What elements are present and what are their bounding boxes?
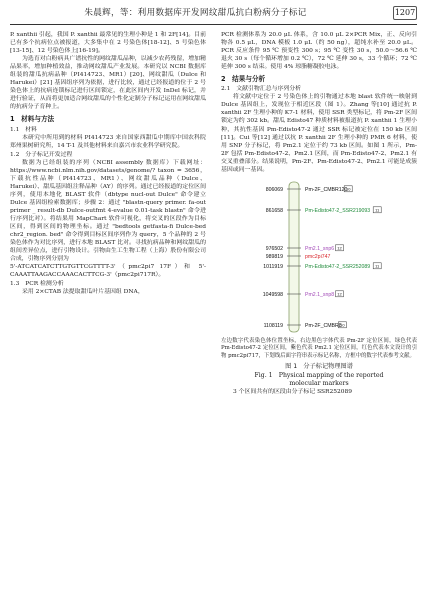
paragraph: PCR 检测体系为 20.0 μL 体系，含 10.0 μL 2×PCR Mix，正、反向引物各 0.5 μL，DNA 模板 1.0 μL（约 50 ng），超纯水补至 20.0 μL。PCR 反应条件 95 ℃ 预变性 300 s；95 ℃ 变性 30 s，50.0～56.6 ℃ 退火 30 s（每个循环增加 0.2 ℃），72 ℃ 延伸 30 s，33 个循环；72 ℃ 延伸 300 s 结束。使用 4% 琼脂糖凝胶电泳。 xyxy=(221,32,417,71)
paragraph: 将文献中定位于 2 号染色体上的引物通过本地 blast 软件统一映射到 Dulce 基因组上，发现位于相近区段（图 1）。Zhang 等[10] 通过抗 P. xanthii 2F 生理小种的 K7-1 材料，使用 SSR 类型标记，将 Pm-2F 区间锁定为约 302 kb。甜瓜 Edisto47 种质材料被报道抗 P. xanthii 1 生理小种，其抗性基因 Pm-Edisto47-2 通过 SSR 标记被定位在 150 kb 区间[11]。Cui 等[12] 通过以抗 P. xanthii 2F 生理小种的 PMR 6 材料，使用 SNP 分子标记，将 Pm2.1 定位于约 73 kb 区间。如图 1 所示，Pm-2F 包括 Pm-Edisto47-2、Pm2.1 区间，而 Pm-Edisto47-2、Pm2.1 有交叉重叠部分。结果说明，Pm-2F、Pm-Edisto47-2、Pm2.1 可能是成簇基因或同一基因。 xyxy=(221,94,417,173)
marker-label: Pm-2F_CMBR8 xyxy=(305,322,342,329)
reference-label: 12 xyxy=(337,291,342,297)
figure-title-cn: 图 1 分子标记物理图谱 xyxy=(285,363,353,371)
figure-title-en-line: molecular markers xyxy=(289,380,349,388)
subsection-heading: 1.3 PCR 检测分析 xyxy=(10,281,64,288)
left-column xyxy=(10,31,206,297)
subsection-heading: 1.2 分子标记开发过程 xyxy=(10,151,73,158)
reference-label: 11 xyxy=(375,263,380,269)
paragraph: P. xanthii 引起，我国 P. xanthii 最常见的生理小种是 1 和 2F[14]。目前已有多个抗病位点被报道，大多集中在 2 号染色体[18-12]、5 号染色体[13-15]、12 号染色体上[16-19]。 xyxy=(10,32,206,55)
right-column xyxy=(221,31,417,396)
paragraph: 采用 2×CTAB 法提取甜瓜叶片基因组 DNA， xyxy=(22,289,144,296)
paragraph: 3 个区间共有的区段由分子标记 SSR252089 xyxy=(233,389,352,396)
paragraph: 数据为已经组装的序列（NCBI assembly 数据库）下载网址：https://www.ncbi.nlm.nih.gov/datasets/genome/? taxon = 3656，下载抗性品种（PI414723、MR1）、网纹甜瓜品种（Dulce、Harukei）、甜瓜基因组注释品种（AY）的序列。通过已经报道的定位区间序列，使用本地化 BLAST 软件（dbtype nucl-out Dulce" 命令建立 Dulce 基因组检索数据库；步骤 2：通过 "blastn-query primer. fa-out primer _ result-db Dulce-outfmt 4-evalue 0.01-task blastn" 命令进行序列比对）。将结果用 MapChart 软件可视化，将交叉的区段作为目标区间，得到区间的物理坐标。通过 "bedtools getfasta-fi Dulce-bed chr2_region. bed" 命令得到目标区间序列作为 query，5 个品种的 2 号染色体作为对比序列，进行本地 BLAST 比对。寻找抗病品种和网纹甜瓜的组间差异位点，进行引物设计。引物由生工生物工程（上海）股份有限公司合成，引物序列分别为 xyxy=(10,159,206,263)
subsection-heading: 2.1 文献引物汇总与序列分析 xyxy=(221,86,302,93)
position-label: 861658 xyxy=(265,207,283,214)
position-label: 989819 xyxy=(265,253,283,260)
marker-label: Pm-Edisto47-2_SSR252089 xyxy=(305,263,371,270)
paragraph: 本研究中所用到的材料 PI414723 来自国家西甜瓜中期库中国农科院郑州果树研究所，14 T-1 及其他材料来自嘉兴市农业科学研究院。 xyxy=(10,134,206,149)
marker-label: Pm-Edisto47-2_SSR219093 xyxy=(305,207,371,214)
position-label: 1108119 xyxy=(263,322,283,329)
section-heading: 1 材料与方法 xyxy=(10,115,55,124)
figure-caption: 左边数字代表染色体位置坐标，右边黑色字体代表 Pm-2F 定位区间，绿色代表 Pm-Edisto47-2 定位区间，紫色代表 Pm2.1 定位区间，红色代表本文设计的引物 pmc2pi717，下划线后面字符串表示标记名称，方框中的数字代表参考文献。 xyxy=(221,337,417,359)
figure-title-en-line: Fig. 1 Physical mapping of the reported xyxy=(254,372,384,380)
reference-label: 10 xyxy=(345,186,351,192)
position-label: 976502 xyxy=(265,245,283,252)
marker-label: Pm2.1_snp6 xyxy=(305,245,335,252)
physical-map-diagram xyxy=(221,178,417,336)
figure-1 xyxy=(221,178,417,336)
marker-label: Pm-2F_CMBR120 xyxy=(305,186,348,193)
chromosome-bar xyxy=(289,182,299,332)
reference-label: 11 xyxy=(375,207,380,213)
reference-label: 10 xyxy=(340,322,345,328)
figure-title-en xyxy=(221,372,417,388)
position-label: 806069 xyxy=(265,186,283,193)
running-title: 朱晨辉，等：利用数据库开发网纹甜瓜抗白粉病分子标记 xyxy=(84,8,307,18)
page-number: 1207 xyxy=(393,6,417,20)
running-header xyxy=(0,0,427,22)
marker-label: Pm2.1_snp8 xyxy=(305,291,335,298)
position-label: 1049598 xyxy=(262,291,283,298)
header-rule xyxy=(10,24,417,25)
section-heading: 2 结果与分析 xyxy=(221,75,266,84)
reference-label: 12 xyxy=(337,245,342,251)
subsection-heading: 1.1 材料 xyxy=(10,126,38,133)
marker-label: pmc2pi747 xyxy=(305,253,331,260)
primer-sequences: 5'-ATCATCATCTTGTGTTCGTTTT-3'（pmc2pi7 17F）和 5'-CAAATTAAGACCAAACACTTCG-3'（pmc2pi717R）。 xyxy=(10,264,206,279)
paragraph: 为选育对白粉病具广谱抗性的网纹甜瓜品种，以减少农药残留，增加精品果率，增加种植效益，推动网纹甜瓜产业发展。本研究以 NCBI 数据库组装的甜瓜抗病品种（PI414723、MR1）[20]、网纹甜瓜（Dulce 和 Harukei）[21] 基因组序列为依据，进行比较，通过已经报道的位于 2 号染色体上的抗病连锁标记进行区间锁定，在此区间内开发 InDel 标记，并进行验证，从而将更加适合网纹甜瓜的个性化定制分子标记运用在网纹甜瓜的抗病分子育种上。 xyxy=(10,56,206,111)
position-label: 1011919 xyxy=(263,263,283,270)
